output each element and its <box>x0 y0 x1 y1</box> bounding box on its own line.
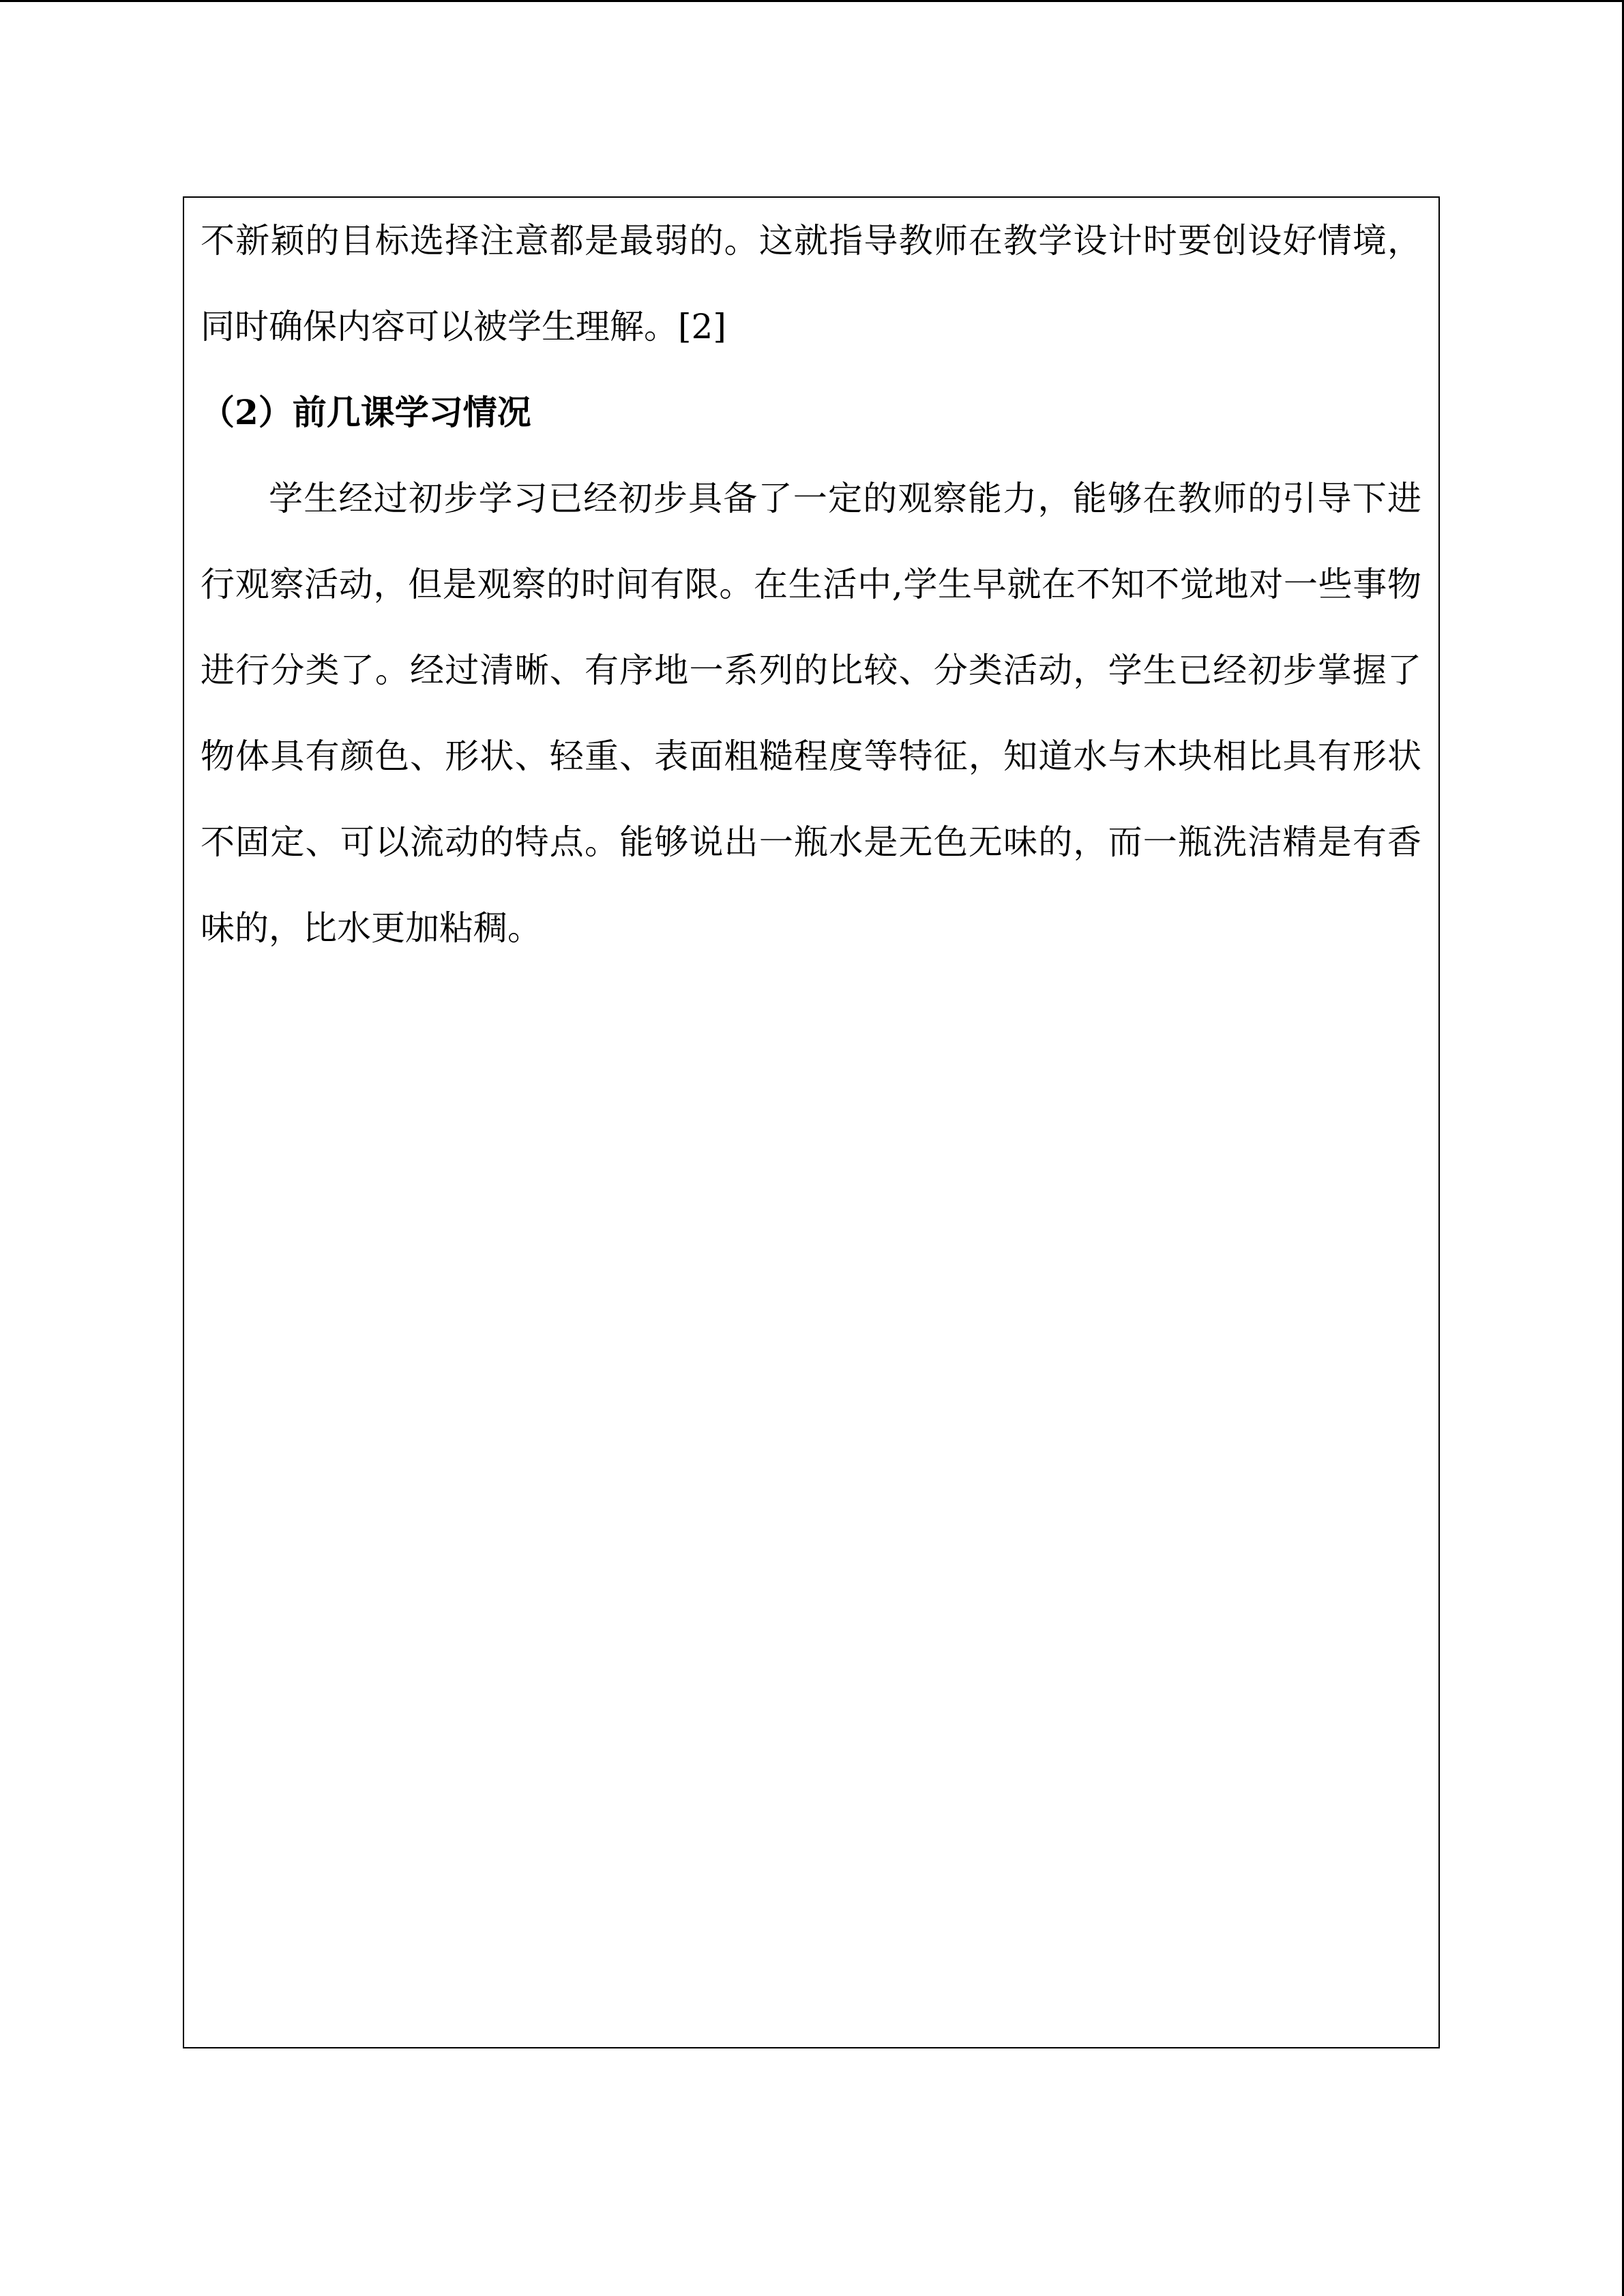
continued-paragraph: 不新颖的目标选择注意都是最弱的。这就指导教师在教学设计时要创设好情境，同时确保内容可以被学生理解。[2] <box>201 221 1421 346</box>
body-paragraph: 学生经过初步学习已经初步具备了一定的观察能力，能够在教师的引导下进行观察活动，但是观察的时间有限。在生活中,学生早就在不知不觉地对一些事物进行分类了。经过清晰、有序地一系列的比较、分类活动，学生已经初步掌握了物体具有颜色、形状、轻重、表面粗糙程度等特征，知道水与木块相比具有形状不固定、可以流动的特点。能够说出一瓶水是无色无味的，而一瓶洗洁精是有香味的，比水更加粘稠。 <box>201 479 1421 948</box>
section-heading: （2）前几课学习情况 <box>201 392 531 432</box>
page-top-border <box>0 0 1624 2</box>
cell-content <box>201 198 1421 971</box>
table-cell <box>183 196 1440 2048</box>
